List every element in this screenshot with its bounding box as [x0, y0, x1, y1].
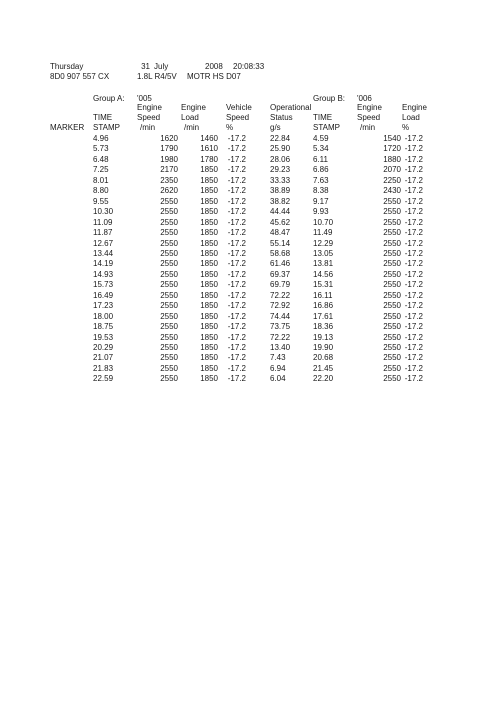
cell-timestamp-b: 10.70: [313, 217, 334, 227]
cell-vehicle-speed: -17.2: [227, 144, 246, 154]
col-timestamp-b-h1: TIME: [313, 113, 333, 122]
col-engine-load-b-h1: Engine: [402, 103, 427, 112]
cell-timestamp-b: 13.81: [313, 259, 334, 269]
cell-timestamp-a: 17.23: [93, 301, 114, 311]
cell-vehicle-speed: -17.2: [227, 228, 246, 238]
cell-engine-load-a: 1850: [200, 290, 218, 300]
group-b-id: '006: [357, 94, 372, 103]
cell-engine-speed-b: 1880: [383, 154, 401, 164]
cell-engine-speed-a: 2550: [160, 374, 178, 384]
table-row: [0, 259, 500, 269]
cell-vehicle-speed: -17.2: [227, 207, 246, 217]
cell-engine-speed-b: 2550: [383, 196, 401, 206]
table-row: [0, 301, 500, 311]
cell-engine-speed-a: 2550: [160, 259, 178, 269]
cell-vehicle-speed: -17.2: [227, 196, 246, 206]
cell-engine-speed-b: 2550: [383, 322, 401, 332]
cell-engine-load-b: -17.2: [404, 353, 423, 363]
cell-engine-load-a: 1780: [200, 154, 218, 164]
cell-timestamp-a: 6.48: [93, 154, 109, 164]
cell-operational-status: 7.43: [270, 353, 286, 363]
cell-engine-load-b: -17.2: [404, 165, 423, 175]
cell-engine-load-b: -17.2: [404, 154, 423, 164]
cell-timestamp-a: 14.19: [93, 259, 114, 269]
col-timestamp-a-h1: TIME: [93, 113, 113, 122]
cell-timestamp-a: 21.83: [93, 363, 114, 373]
cell-operational-status: 44.44: [270, 207, 291, 217]
cell-engine-speed-b: 2550: [383, 280, 401, 290]
cell-timestamp-b: 12.29: [313, 238, 334, 248]
table-row: [0, 322, 500, 332]
header-year: 2008: [205, 62, 223, 71]
cell-engine-load-a: 1850: [200, 311, 218, 321]
table-row: [0, 165, 500, 175]
col-vehicle-speed-unit: %: [226, 123, 234, 132]
cell-vehicle-speed: -17.2: [227, 290, 246, 300]
cell-engine-speed-a: 2550: [160, 322, 178, 332]
table-row: [0, 312, 500, 322]
cell-engine-load-b: -17.2: [404, 248, 423, 258]
col-operational-status-unit: g/s: [270, 123, 281, 132]
cell-engine-speed-a: 2550: [160, 228, 178, 238]
cell-engine-speed-a: 2550: [160, 207, 178, 217]
cell-timestamp-b: 9.93: [313, 207, 329, 217]
col-engine-speed-b-h1: Engine: [357, 103, 382, 112]
header-engine: 1.8L R4/5V: [137, 72, 177, 81]
col-engine-load-b-unit: %: [402, 123, 410, 132]
cell-timestamp-a: 15.73: [93, 280, 114, 290]
cell-timestamp-a: 21.07: [93, 353, 114, 363]
cell-operational-status: 48.47: [270, 228, 291, 238]
cell-engine-speed-a: 2550: [160, 332, 178, 342]
cell-timestamp-a: 8.01: [93, 175, 109, 185]
header-part-number: 8D0 907 557 CX: [50, 72, 110, 81]
cell-operational-status: 29.23: [270, 165, 291, 175]
cell-engine-speed-a: 2550: [160, 196, 178, 206]
col-engine-load-a-h1: Engine: [181, 103, 206, 112]
header-time: 20:08:33: [233, 62, 265, 71]
col-marker: MARKER: [50, 123, 85, 132]
cell-timestamp-a: 20.29: [93, 343, 114, 352]
header-module: MOTR HS D07: [187, 72, 241, 81]
col-operational-status-h1: Operational: [270, 103, 312, 112]
table-row: [0, 197, 500, 207]
cell-vehicle-speed: -17.2: [227, 165, 246, 175]
header-day: Thursday: [50, 62, 84, 71]
cell-engine-load-b: -17.2: [404, 228, 423, 238]
cell-operational-status: 74.44: [270, 311, 291, 321]
cell-vehicle-speed: -17.2: [227, 248, 246, 258]
cell-engine-load-a: 1850: [200, 248, 218, 258]
col-engine-speed-a-h2: Speed: [137, 113, 161, 122]
cell-engine-load-a: 1850: [200, 374, 218, 384]
cell-timestamp-a: 7.25: [93, 165, 109, 175]
col-engine-load-a-unit: /min: [184, 123, 200, 132]
cell-engine-load-b: -17.2: [404, 259, 423, 269]
cell-engine-speed-b: 2550: [383, 238, 401, 248]
cell-engine-load-b: -17.2: [404, 134, 423, 143]
cell-engine-load-b: -17.2: [404, 280, 423, 290]
cell-timestamp-a: 14.93: [93, 269, 114, 279]
cell-operational-status: 61.46: [270, 259, 291, 269]
col-operational-status-h2: Status: [270, 113, 293, 122]
table-row: [0, 343, 500, 353]
cell-engine-speed-a: 2550: [160, 238, 178, 248]
cell-engine-load-a: 1460: [200, 134, 218, 143]
cell-engine-speed-b: 2430: [383, 186, 401, 196]
cell-engine-speed-b: 2550: [383, 290, 401, 300]
cell-timestamp-b: 16.11: [313, 290, 333, 300]
table-row: [0, 207, 500, 217]
cell-engine-speed-a: 2550: [160, 269, 178, 279]
cell-timestamp-a: 13.44: [93, 248, 114, 258]
cell-engine-load-a: 1850: [200, 186, 218, 196]
cell-engine-speed-a: 2550: [160, 280, 178, 290]
cell-engine-load-a: 1850: [200, 196, 218, 206]
cell-engine-load-a: 1850: [200, 259, 218, 269]
cell-timestamp-a: 18.00: [93, 311, 114, 321]
col-vehicle-speed-h1: Vehicle: [226, 103, 252, 112]
cell-engine-load-a: 1850: [200, 353, 218, 363]
cell-engine-speed-a: 2550: [160, 290, 178, 300]
cell-engine-speed-b: 2550: [383, 248, 401, 258]
cell-timestamp-b: 14.56: [313, 269, 334, 279]
col-engine-load-b-h2: Load: [402, 113, 420, 122]
cell-engine-speed-b: 2550: [383, 259, 401, 269]
cell-operational-status: 72.22: [270, 332, 291, 342]
cell-engine-load-a: 1850: [200, 301, 218, 311]
cell-engine-speed-b: 2550: [383, 207, 401, 217]
table-row: [0, 144, 500, 154]
cell-timestamp-b: 11.49: [313, 228, 333, 238]
cell-timestamp-a: 19.53: [93, 332, 114, 342]
cell-engine-speed-a: 1790: [160, 144, 178, 154]
col-timestamp-a-h2: STAMP: [93, 123, 120, 132]
col-engine-speed-b-h2: Speed: [357, 113, 381, 122]
cell-operational-status: 72.22: [270, 290, 291, 300]
cell-vehicle-speed: -17.2: [227, 259, 246, 269]
cell-vehicle-speed: -17.2: [227, 311, 246, 321]
cell-engine-speed-a: 2170: [160, 165, 178, 175]
cell-timestamp-a: 12.67: [93, 238, 114, 248]
cell-engine-load-b: -17.2: [404, 290, 423, 300]
group-a-label: Group A:: [93, 94, 125, 103]
col-vehicle-speed-h2: Speed: [226, 113, 250, 122]
cell-timestamp-b: 8.38: [313, 186, 329, 196]
cell-vehicle-speed: -17.2: [227, 217, 246, 227]
cell-engine-load-b: -17.2: [404, 207, 423, 217]
cell-timestamp-b: 9.17: [313, 196, 329, 206]
cell-timestamp-b: 13.05: [313, 248, 334, 258]
cell-operational-status: 22.84: [270, 134, 291, 143]
cell-engine-load-a: 1850: [200, 343, 218, 352]
table-row: [0, 134, 500, 144]
cell-engine-speed-a: 1620: [160, 134, 178, 143]
cell-engine-speed-a: 2550: [160, 353, 178, 363]
cell-engine-speed-b: 2550: [383, 217, 401, 227]
table-row: [0, 280, 500, 290]
cell-operational-status: 33.33: [270, 175, 291, 185]
cell-timestamp-a: 5.73: [93, 144, 109, 154]
cell-timestamp-a: 11.87: [93, 228, 113, 238]
cell-vehicle-speed: -17.2: [227, 134, 246, 143]
header-month: July: [154, 62, 169, 71]
cell-operational-status: 69.79: [270, 280, 291, 290]
cell-engine-load-b: -17.2: [404, 363, 423, 373]
cell-operational-status: 25.90: [270, 144, 291, 154]
col-engine-speed-b-unit: /min: [360, 123, 376, 132]
col-engine-load-a-h2: Load: [181, 113, 199, 122]
cell-engine-load-b: -17.2: [404, 311, 423, 321]
cell-operational-status: 28.06: [270, 154, 291, 164]
cell-vehicle-speed: -17.2: [227, 353, 246, 363]
cell-engine-load-a: 1850: [200, 332, 218, 342]
table-row: [0, 270, 500, 280]
cell-timestamp-b: 18.36: [313, 322, 334, 332]
cell-engine-load-a: 1850: [200, 217, 218, 227]
table-row: [0, 186, 500, 196]
cell-engine-speed-b: 2250: [383, 175, 401, 185]
cell-engine-load-a: 1850: [200, 175, 218, 185]
cell-vehicle-speed: -17.2: [227, 374, 246, 384]
cell-engine-load-a: 1850: [200, 322, 218, 332]
cell-operational-status: 13.40: [270, 343, 291, 352]
cell-timestamp-b: 5.34: [313, 144, 329, 154]
cell-vehicle-speed: -17.2: [227, 301, 246, 311]
cell-engine-load-b: -17.2: [404, 322, 423, 332]
table-row: [0, 364, 500, 374]
table-row: [0, 291, 500, 301]
cell-timestamp-b: 17.61: [313, 311, 334, 321]
cell-timestamp-a: 22.59: [93, 374, 114, 384]
cell-engine-speed-a: 2550: [160, 311, 178, 321]
cell-engine-speed-b: 2550: [383, 363, 401, 373]
cell-engine-speed-a: 1980: [160, 154, 178, 164]
cell-engine-load-b: -17.2: [404, 186, 423, 196]
cell-engine-load-a: 1850: [200, 238, 218, 248]
cell-timestamp-b: 15.31: [313, 280, 334, 290]
group-a-id: '005: [137, 94, 152, 103]
cell-engine-load-a: 1850: [200, 280, 218, 290]
table-row: [0, 176, 500, 186]
cell-vehicle-speed: -17.2: [227, 186, 246, 196]
cell-timestamp-a: 10.30: [93, 207, 114, 217]
cell-engine-speed-b: 2070: [383, 165, 401, 175]
cell-engine-speed-b: 2550: [383, 269, 401, 279]
cell-operational-status: 58.68: [270, 248, 291, 258]
cell-engine-load-b: -17.2: [404, 196, 423, 206]
cell-operational-status: 72.92: [270, 301, 291, 311]
cell-timestamp-b: 22.20: [313, 374, 334, 384]
cell-vehicle-speed: -17.2: [227, 343, 246, 352]
table-row: [0, 218, 500, 228]
cell-timestamp-b: 4.59: [313, 134, 329, 143]
cell-engine-speed-a: 2620: [160, 186, 178, 196]
table-row: [0, 333, 500, 343]
table-row: [0, 353, 500, 363]
header-day-number: 31: [141, 62, 150, 71]
table-row: [0, 374, 500, 384]
cell-vehicle-speed: -17.2: [227, 154, 246, 164]
cell-vehicle-speed: -17.2: [227, 269, 246, 279]
cell-timestamp-a: 11.09: [93, 217, 113, 227]
cell-engine-load-a: 1850: [200, 207, 218, 217]
cell-timestamp-a: 16.49: [93, 290, 114, 300]
cell-engine-load-b: -17.2: [404, 374, 423, 384]
cell-timestamp-a: 18.75: [93, 322, 114, 332]
cell-engine-load-b: -17.2: [404, 217, 423, 227]
cell-operational-status: 55.14: [270, 238, 291, 248]
cell-engine-speed-a: 2550: [160, 343, 178, 352]
cell-operational-status: 38.82: [270, 196, 291, 206]
cell-engine-speed-b: 2550: [383, 353, 401, 363]
cell-timestamp-b: 21.45: [313, 363, 334, 373]
cell-timestamp-b: 19.13: [313, 332, 334, 342]
cell-engine-speed-b: 1720: [383, 144, 401, 154]
cell-vehicle-speed: -17.2: [227, 175, 246, 185]
table-row: [0, 228, 500, 238]
cell-engine-speed-b: 2550: [383, 332, 401, 342]
cell-timestamp-b: 20.68: [313, 353, 334, 363]
cell-engine-load-b: -17.2: [404, 269, 423, 279]
cell-engine-speed-b: 2550: [383, 228, 401, 238]
cell-operational-status: 6.94: [270, 363, 286, 373]
cell-vehicle-speed: -17.2: [227, 332, 246, 342]
cell-engine-speed-a: 2550: [160, 363, 178, 373]
table-row: [0, 155, 500, 165]
cell-timestamp-b: 6.11: [313, 154, 328, 164]
cell-engine-speed-b: 2550: [383, 343, 401, 352]
cell-engine-speed-a: 2550: [160, 217, 178, 227]
cell-engine-speed-b: 1540: [383, 134, 401, 143]
table-row: [0, 239, 500, 249]
cell-operational-status: 6.04: [270, 374, 286, 384]
cell-engine-load-b: -17.2: [404, 175, 423, 185]
group-b-label: Group B:: [313, 94, 346, 103]
cell-engine-speed-b: 2550: [383, 374, 401, 384]
cell-timestamp-a: 4.96: [93, 134, 109, 143]
cell-vehicle-speed: -17.2: [227, 238, 246, 248]
cell-engine-load-a: 1850: [200, 269, 218, 279]
cell-engine-speed-b: 2550: [383, 311, 401, 321]
cell-engine-load-a: 1850: [200, 228, 218, 238]
cell-timestamp-b: 6.86: [313, 165, 329, 175]
cell-vehicle-speed: -17.2: [227, 363, 246, 373]
cell-operational-status: 73.75: [270, 322, 291, 332]
cell-engine-load-b: -17.2: [404, 144, 423, 154]
cell-engine-load-b: -17.2: [404, 332, 423, 342]
col-engine-speed-a-h1: Engine: [137, 103, 162, 112]
cell-engine-load-a: 1610: [200, 144, 218, 154]
cell-operational-status: 45.62: [270, 217, 291, 227]
cell-timestamp-b: 19.90: [313, 343, 334, 352]
cell-engine-speed-b: 2550: [383, 301, 401, 311]
cell-timestamp-b: 7.63: [313, 175, 329, 185]
cell-engine-speed-a: 2550: [160, 248, 178, 258]
cell-engine-speed-a: 2350: [160, 175, 178, 185]
cell-engine-speed-a: 2550: [160, 301, 178, 311]
cell-timestamp-a: 8.80: [93, 186, 109, 196]
cell-operational-status: 38.89: [270, 186, 291, 196]
cell-engine-load-a: 1850: [200, 165, 218, 175]
cell-timestamp-a: 9.55: [93, 196, 109, 206]
cell-vehicle-speed: -17.2: [227, 280, 246, 290]
cell-timestamp-b: 16.86: [313, 301, 334, 311]
cell-operational-status: 69.37: [270, 269, 291, 279]
cell-vehicle-speed: -17.2: [227, 322, 246, 332]
col-engine-speed-a-unit: /min: [140, 123, 156, 132]
cell-engine-load-b: -17.2: [404, 343, 423, 352]
cell-engine-load-b: -17.2: [404, 238, 423, 248]
cell-engine-load-a: 1850: [200, 363, 218, 373]
table-row: [0, 249, 500, 259]
cell-engine-load-b: -17.2: [404, 301, 423, 311]
col-timestamp-b-h2: STAMP: [313, 123, 340, 132]
